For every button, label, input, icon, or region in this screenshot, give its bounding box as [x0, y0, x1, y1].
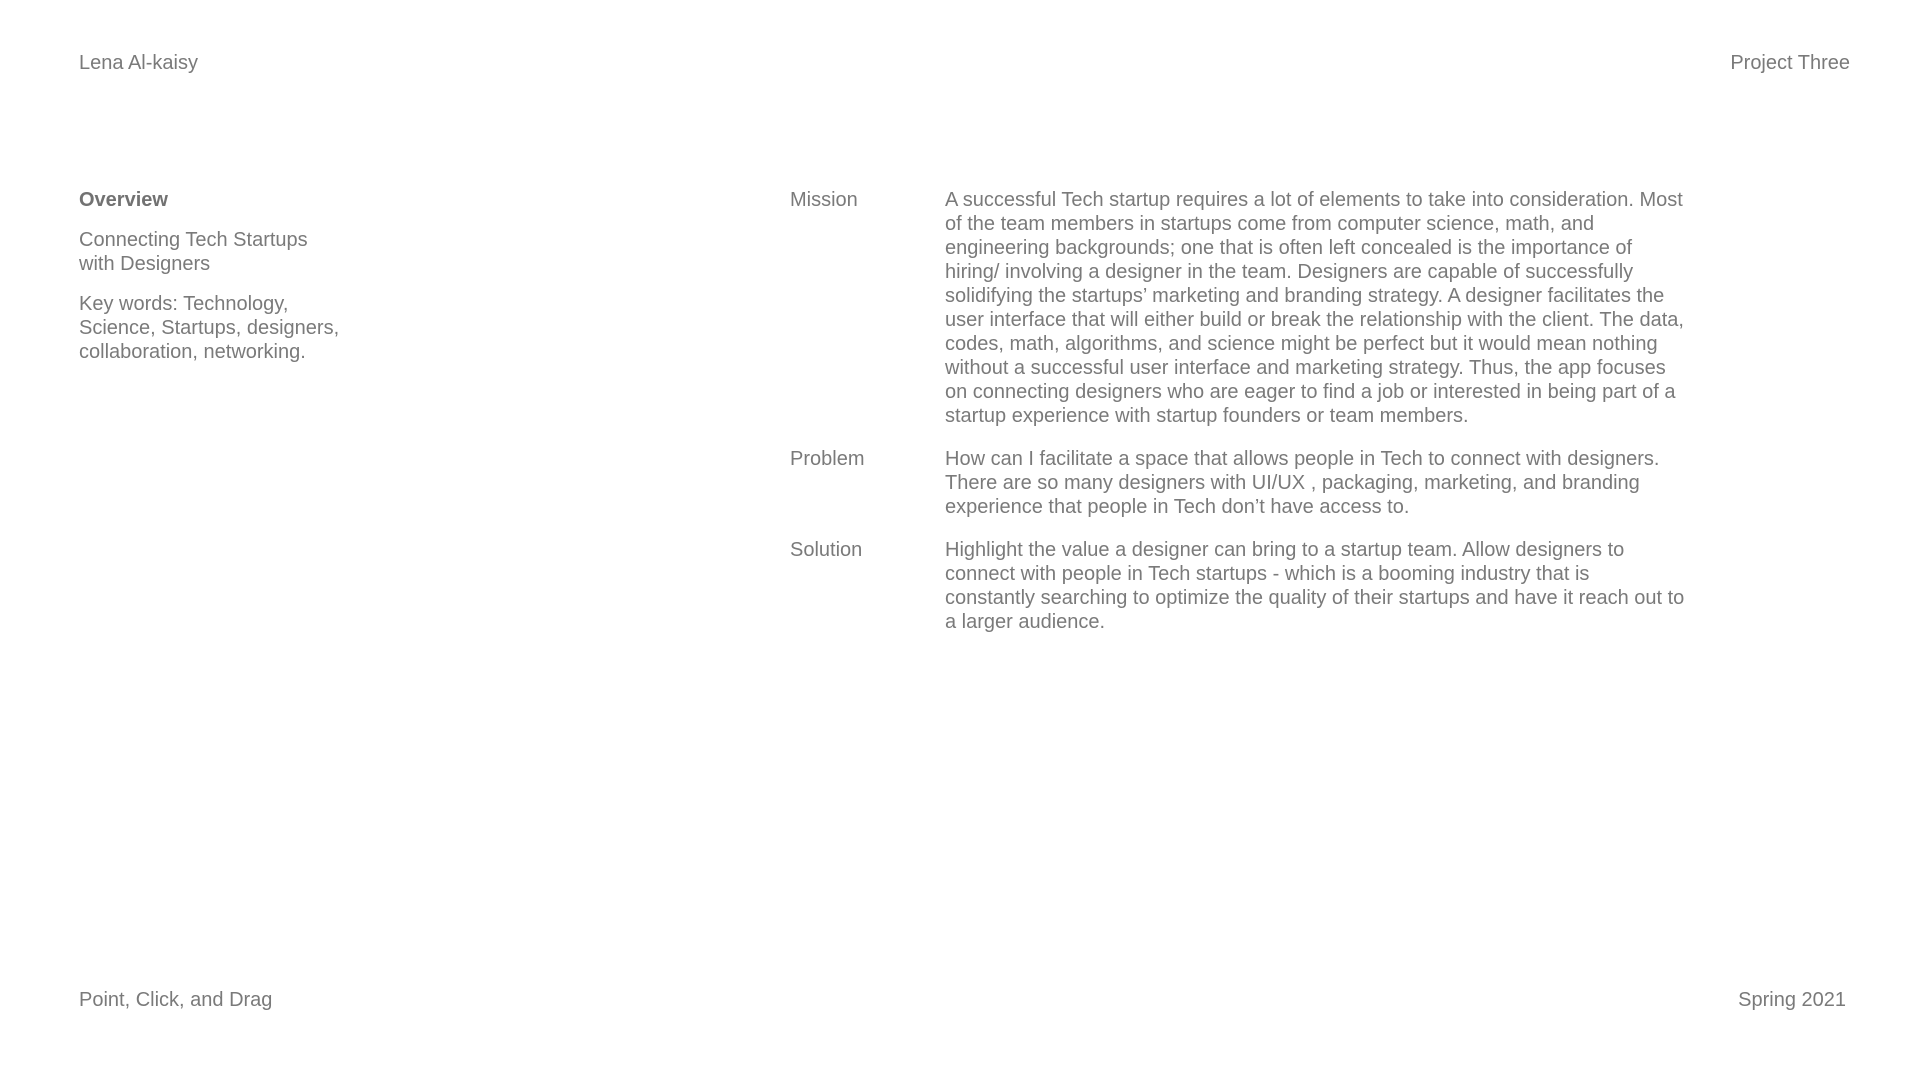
- mission-row: [790, 188, 1890, 428]
- solution-label: Solution: [790, 539, 863, 561]
- solution-text: Highlight the value a designer can bring to a startup team. Allow designers to connect with people in Tech startups - which is a booming industry that is constantly searching to optimize the quality of their startups and have it reach out to a larger audience.: [945, 539, 1685, 633]
- problem-text: How can I facilitate a space that allows people in Tech to connect with designers. There are so many designers with UI/UX , packaging, marketing, and branding experience that people in Tech don’t have access to.: [945, 448, 1660, 518]
- author-name: Lena Al-kaisy: [79, 52, 198, 74]
- problem-row: [790, 447, 1890, 519]
- term-label: Spring 2021: [1738, 989, 1846, 1011]
- mission-text: A successful Tech startup requires a lot of elements to take into consideration. Most of the team members in startups come from computer science, math, and engineering backgrounds; one that is often left concealed is the importance of hiring/ involving a designer in the team. Designers are capable of successfully solidifying the startups’ marketing and branding strategy. A designer facilitates the user interface that will either build or break the relationship with the client. The data, codes, math, algorithms, and science might be perfect but it would mean nothing without a successful user interface and marketing strategy. Thus, the app focuses on connecting designers who are eager to find a job or interested in being part of a startup experience with startup founders or team members.: [945, 189, 1684, 427]
- project-title: Project Three: [1730, 52, 1850, 74]
- details-section: [790, 188, 1890, 653]
- overview-subtitle: Connecting Tech Startups with Designers: [79, 229, 308, 275]
- overview-heading: Overview: [79, 189, 168, 211]
- overview-keywords: Key words: Technology, Science, Startups, designers, collaboration, networking.: [79, 293, 340, 363]
- problem-label: Problem: [790, 448, 865, 470]
- overview-panel: [79, 188, 399, 380]
- solution-row: [790, 538, 1890, 634]
- mission-label: Mission: [790, 189, 858, 211]
- course-name: Point, Click, and Drag: [79, 989, 273, 1011]
